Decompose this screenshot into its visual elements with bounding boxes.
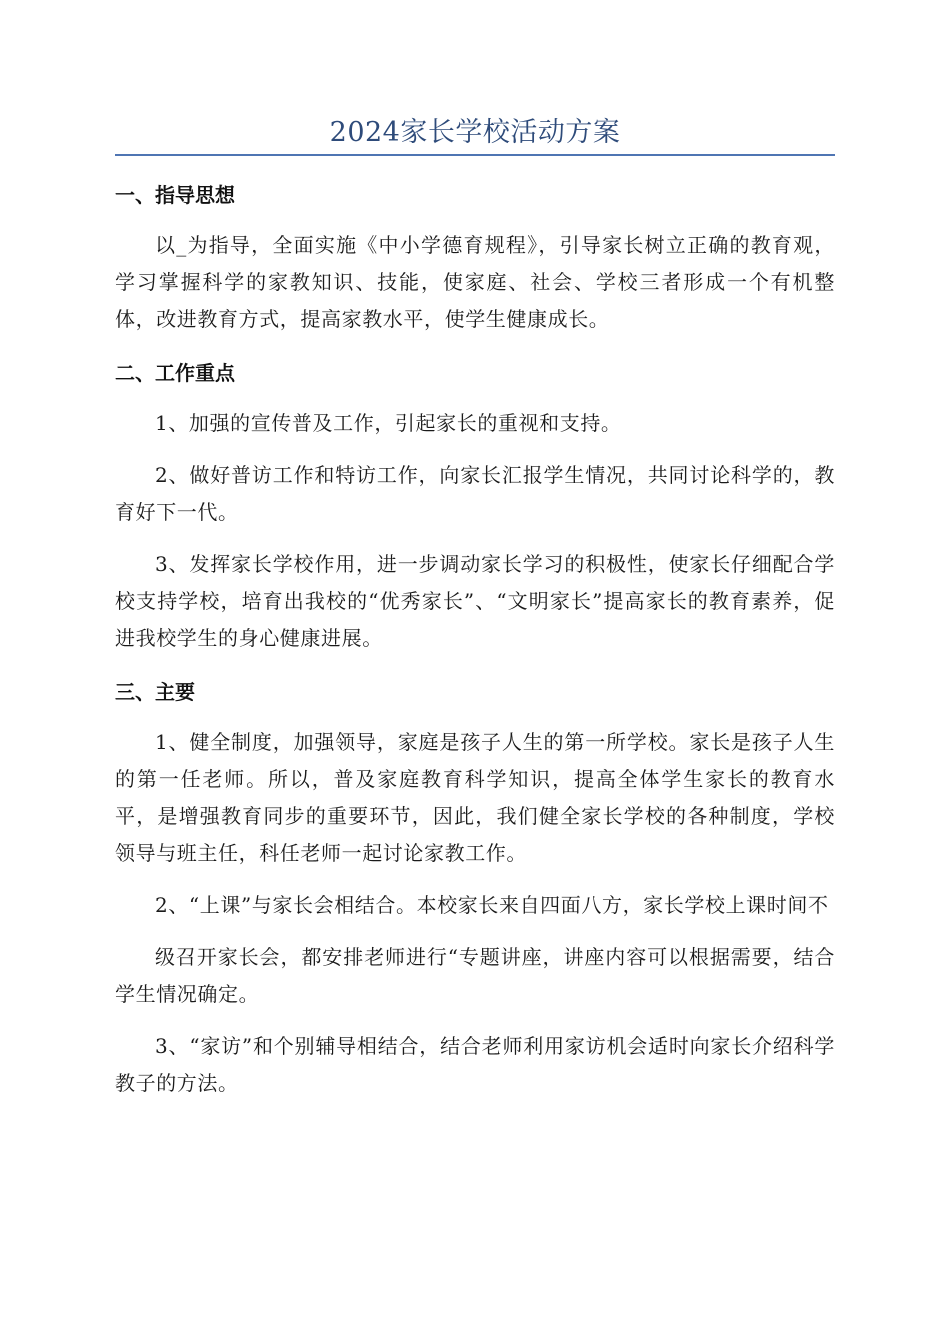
body-paragraph: 2、做好普访工作和特访工作，向家长汇报学生情况，共同讨论科学的，教育好下一代。: [115, 463, 835, 524]
body-paragraph: 1、加强的宣传普及工作，引起家长的重视和支持。: [155, 411, 622, 435]
body-paragraph: 级召开家长会，都安排老师进行“专题讲座，讲座内容可以根据需要，结合学生情况确定。: [115, 945, 835, 1006]
title-underline: [115, 154, 835, 156]
section-guiding-ideology: [115, 175, 835, 338]
body-paragraph: 2、“上课”与家长会相结合。本校家长来自四面八方，家长学校上课时间不: [155, 893, 829, 917]
body-paragraph: 1、健全制度，加强领导，家庭是孩子人生的第一所学校。家长是孩子人生的第一任老师。所以，普及家庭教育科学知识，提高全体学生家长的教育水平，是增强教育同步的重要环节，因此，我们健全家长学校的各种制度，学校领导与班主任，科任老师一起讨论家教工作。: [115, 730, 835, 865]
section-heading: 一、指导思想: [115, 183, 235, 207]
body-paragraph: 以_为指导，全面实施《中小学德育规程》，引导家长树立正确的教育观，学习掌握科学的家教知识、技能，使家庭、社会、学校三者形成一个有机整体，改进教育方式，提高家教水平，使学生健康成长。: [115, 233, 835, 331]
document-title: 2024家长学校活动方案: [329, 117, 621, 148]
section-heading: 三、主要: [115, 680, 195, 704]
section-heading: 二、工作重点: [115, 361, 235, 385]
document-body: [115, 175, 835, 1117]
body-paragraph: 3、发挥家长学校作用，进一步调动家长学习的积极性，使家长仔细配合学校支持学校，培育出我校的“优秀家长”、“文明家长”提高家长的教育素养，促进我校学生的身心健康进展。: [115, 552, 835, 650]
section-main: [115, 672, 835, 1102]
body-paragraph: 3、“家访”和个别辅导相结合，结合老师利用家访机会适时向家长介绍科学教子的方法。: [115, 1034, 835, 1095]
section-work-focus: [115, 353, 835, 657]
